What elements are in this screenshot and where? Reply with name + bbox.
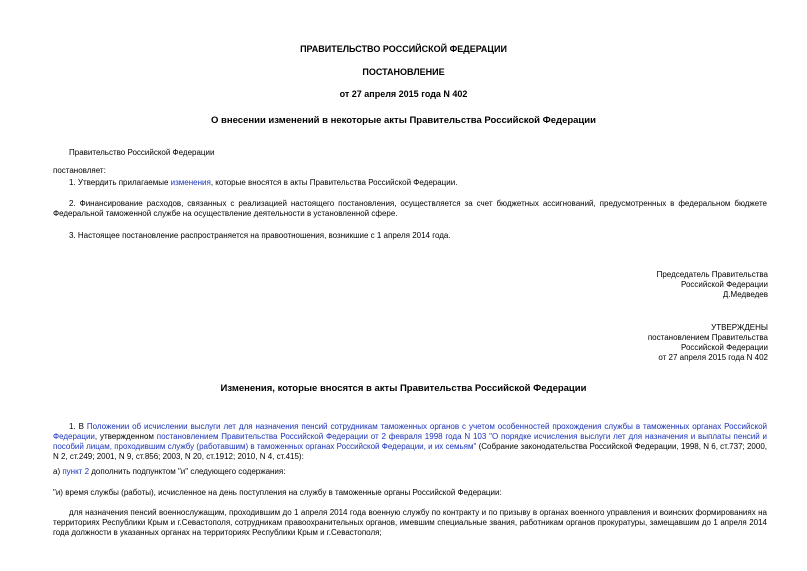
changes-link[interactable]: изменения	[170, 178, 211, 187]
changes-title: Изменения, которые вносятся в акты Правительства Российской Федерации	[220, 383, 587, 394]
document-title: О внесении изменений в некоторые акты Правительства Российской Федерации	[211, 115, 596, 126]
decree-word: постановляет:	[53, 166, 106, 175]
decree-1998-link[interactable]: постановлением Правительства Российской Федерации от 2 февраля 1998 года N 103 "О порядке исчисления выслуги лет для назначения и выплаты пенсий и пособий лицам, проходившим службу (работавшим) в таможенных органах Российской Федерации, и их семьям"	[53, 432, 767, 451]
subitem-a	[53, 467, 285, 477]
header-doc-type: ПОСТАНОВЛЕНИЕ	[362, 67, 445, 77]
point-2-link[interactable]: пункт 2	[62, 467, 90, 476]
signature-title-1: Председатель Правительства	[656, 270, 768, 279]
approval-line-2: постановлением Правительства	[647, 333, 768, 342]
changes-item-1	[53, 422, 767, 462]
changes-item-1-text-c: (Собрание законодательства Российской Федерации, 1998, N 6, ст.737; 2000, N 2, ст.249; 2001, N 9, ст.856; 2003, N 20, ст.1912; 2010, N 4, ст.415):	[53, 442, 768, 461]
approval-line-3: Российской Федерации	[681, 343, 768, 352]
item-1-text-a: 1. Утвердить прилагаемые	[69, 178, 171, 187]
approval-line-1: УТВЕРЖДЕНЫ	[711, 323, 768, 332]
header-government: ПРАВИТЕЛЬСТВО РОССИЙСКОЙ ФЕДЕРАЦИИ	[300, 44, 507, 54]
item-1-text-b: , которые вносятся в акты Правительства Российской Федерации.	[210, 178, 458, 187]
item-2: 2. Финансирование расходов, связанных с реализацией настоящего постановления, осуществляется за счет бюджетных ассигнований, предусмотренных в федеральном бюджете Федеральной таможенной службе на осуществление деятельности в установленной сфере.	[53, 199, 767, 218]
subitem-a-text-a: а)	[53, 467, 63, 476]
item-1	[69, 178, 457, 188]
signature-name: Д.Медведев	[722, 290, 768, 299]
header-date-number: от 27 апреля 2015 года N 402	[339, 89, 468, 99]
signature-title-2: Российской Федерации	[681, 280, 768, 289]
approval-block	[520, 323, 768, 363]
subitem-a-text-b: дополнить подпунктом "и" следующего содержания:	[89, 467, 286, 476]
military-paragraph: для назначения пенсий военнослужащим, проходившим до 1 апреля 2014 года военную службу по контракту и по призыву в органах военного управления и воинских формированиях на территориях Республики Крым и г.Севастополя, сотрудникам правоохранительных органов, имевшим специальные звания, работникам органов прокуратуры, замещавшим до 1 апреля 2014 года должности в указанных органах на территориях Республики Крым и г.Севастополя;	[53, 508, 767, 537]
item-3: 3. Настоящее постановление распространяется на правоотношения, возникшие с 1 апреля 2014 года.	[69, 231, 451, 240]
regulation-link[interactable]: Положении об исчислении выслуги лет для назначения пенсий сотрудникам таможенных органов с учетом особенностей прохождения службы в таможенных органах Российской Федерации	[53, 422, 768, 441]
signature-block	[520, 270, 768, 300]
subitem-i: "и) время службы (работы), исчисленное на день поступления на службу в таможенные органы Российской Федерации:	[53, 488, 502, 497]
issuer: Правительство Российской Федерации	[69, 148, 215, 157]
changes-item-1-text-b: , утвержденном	[94, 432, 157, 441]
approval-line-4: от 27 апреля 2015 года N 402	[658, 353, 768, 362]
changes-item-1-number: 1. В	[69, 422, 87, 431]
